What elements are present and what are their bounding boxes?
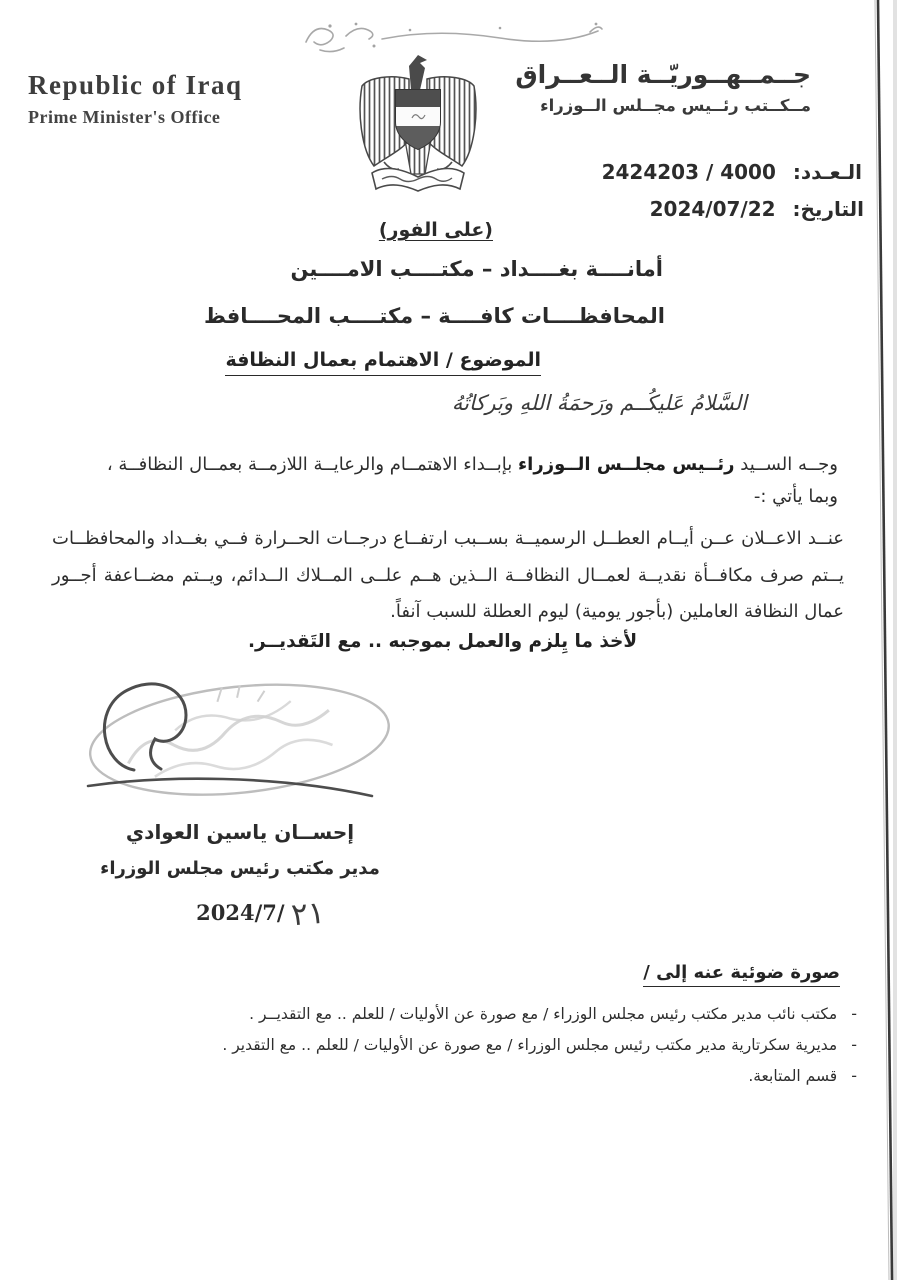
letter-date-value: 2024/07/22 — [649, 197, 776, 221]
paragraph-1-intro: وجــه الســيد — [734, 454, 838, 475]
signature-date-printed: 2024/7/ — [196, 900, 285, 925]
bismillah-handwriting — [290, 6, 620, 58]
recipient-all-governorates: المحافظــــات كافــــة – مكتــــب المحــــافظ — [204, 304, 665, 328]
english-title: Republic of Iraq — [28, 70, 243, 100]
round-office-stamp — [85, 670, 395, 808]
signatory-name: إحســان ياسين العوادي — [125, 820, 355, 844]
cc-dash: - — [851, 1066, 857, 1085]
recipient-baghdad-mayoralty: أمانــــة بغــــداد – مكتــــب الامــــين — [290, 257, 663, 281]
body-paragraph-1 — [58, 446, 838, 483]
cc-item: - مكتب نائب مدير مكتب رئيس مجلس الوزراء / مع صورة عن الأوليات / للعلم .. مع التقديــر . — [37, 1002, 857, 1026]
letterhead-english — [28, 70, 328, 128]
paragraph-1-emphasis: رئــيس مجلــس الــوزراء — [517, 454, 735, 475]
signature-date-handwritten-day: ٢١ — [289, 894, 326, 934]
reference-number-label: الـعـدد: — [792, 160, 862, 184]
body-paragraph-1-line-2: وبما يأتي :- — [753, 486, 838, 507]
closing-instruction: لأخذ ما يِلزم والعمل بموجبه .. مع التَقديــر. — [248, 631, 638, 652]
letter-date-label: التاريخ: — [792, 197, 864, 221]
cc-heading: صورة ضوئية عنه إلى / — [643, 962, 840, 987]
arabic-title: جــمــهــوريّــة الــعــراق — [515, 60, 811, 89]
signature-date — [165, 892, 355, 934]
urgency-note: (على الفور) — [378, 219, 493, 241]
letterhead-arabic — [515, 60, 811, 115]
cc-dash: - — [851, 1035, 857, 1054]
paragraph-1-rest: بإبــداء الاهتمــام والرعايــة اللازمــة بعمــال النظافــة ، — [106, 454, 518, 475]
cc-dash: - — [851, 1004, 857, 1023]
cc-list — [37, 1002, 857, 1095]
body-paragraph-2: عنــد الاعــلان عــن أيــام العطــل الرسميــة بســبب ارتفــاع درجــات الحــرارة فــي بغــداد والمحافظــات يــتم صرف مكافــأة نقديــة لعمــال النظافــة الــذين هــم علــى المــلاك الــدائم، ويــتم مضــاعفة أجــور عمال النظافة العاملين (بأجور يومية) ليوم العطلة للسبب آنفاً. — [52, 528, 844, 622]
salutation-calligraphy: السَّلامُ عَليكُــم ورَحمَةُ اللهِ وبَركاتُهُ — [451, 391, 747, 415]
reference-number-value: 2424203 / 4000 — [601, 160, 776, 184]
signature-scribble — [88, 684, 372, 796]
letter-date-line — [650, 197, 864, 221]
signatory-title: مدير مكتب رئيس مجلس الوزراء — [100, 858, 380, 879]
reference-number-line — [602, 160, 862, 184]
cc-item: - قسم المتابعة. — [37, 1064, 857, 1088]
office-stamp-and-signature — [72, 670, 402, 825]
english-subtitle: Prime Minister's Office — [28, 107, 221, 127]
cc-item: - مديرية سكرتارية مدير مكتب رئيس مجلس الوزراء / مع صورة عن الأوليات / للعلم .. مع التقدير . — [37, 1033, 857, 1057]
iraq-coat-of-arms-icon — [352, 52, 484, 202]
subject-line: الموضوع / الاهتمام بعمال النظافة — [225, 349, 541, 376]
arabic-subtitle: مــكــتب رئــيس مجــلس الــوزراء — [540, 96, 811, 115]
